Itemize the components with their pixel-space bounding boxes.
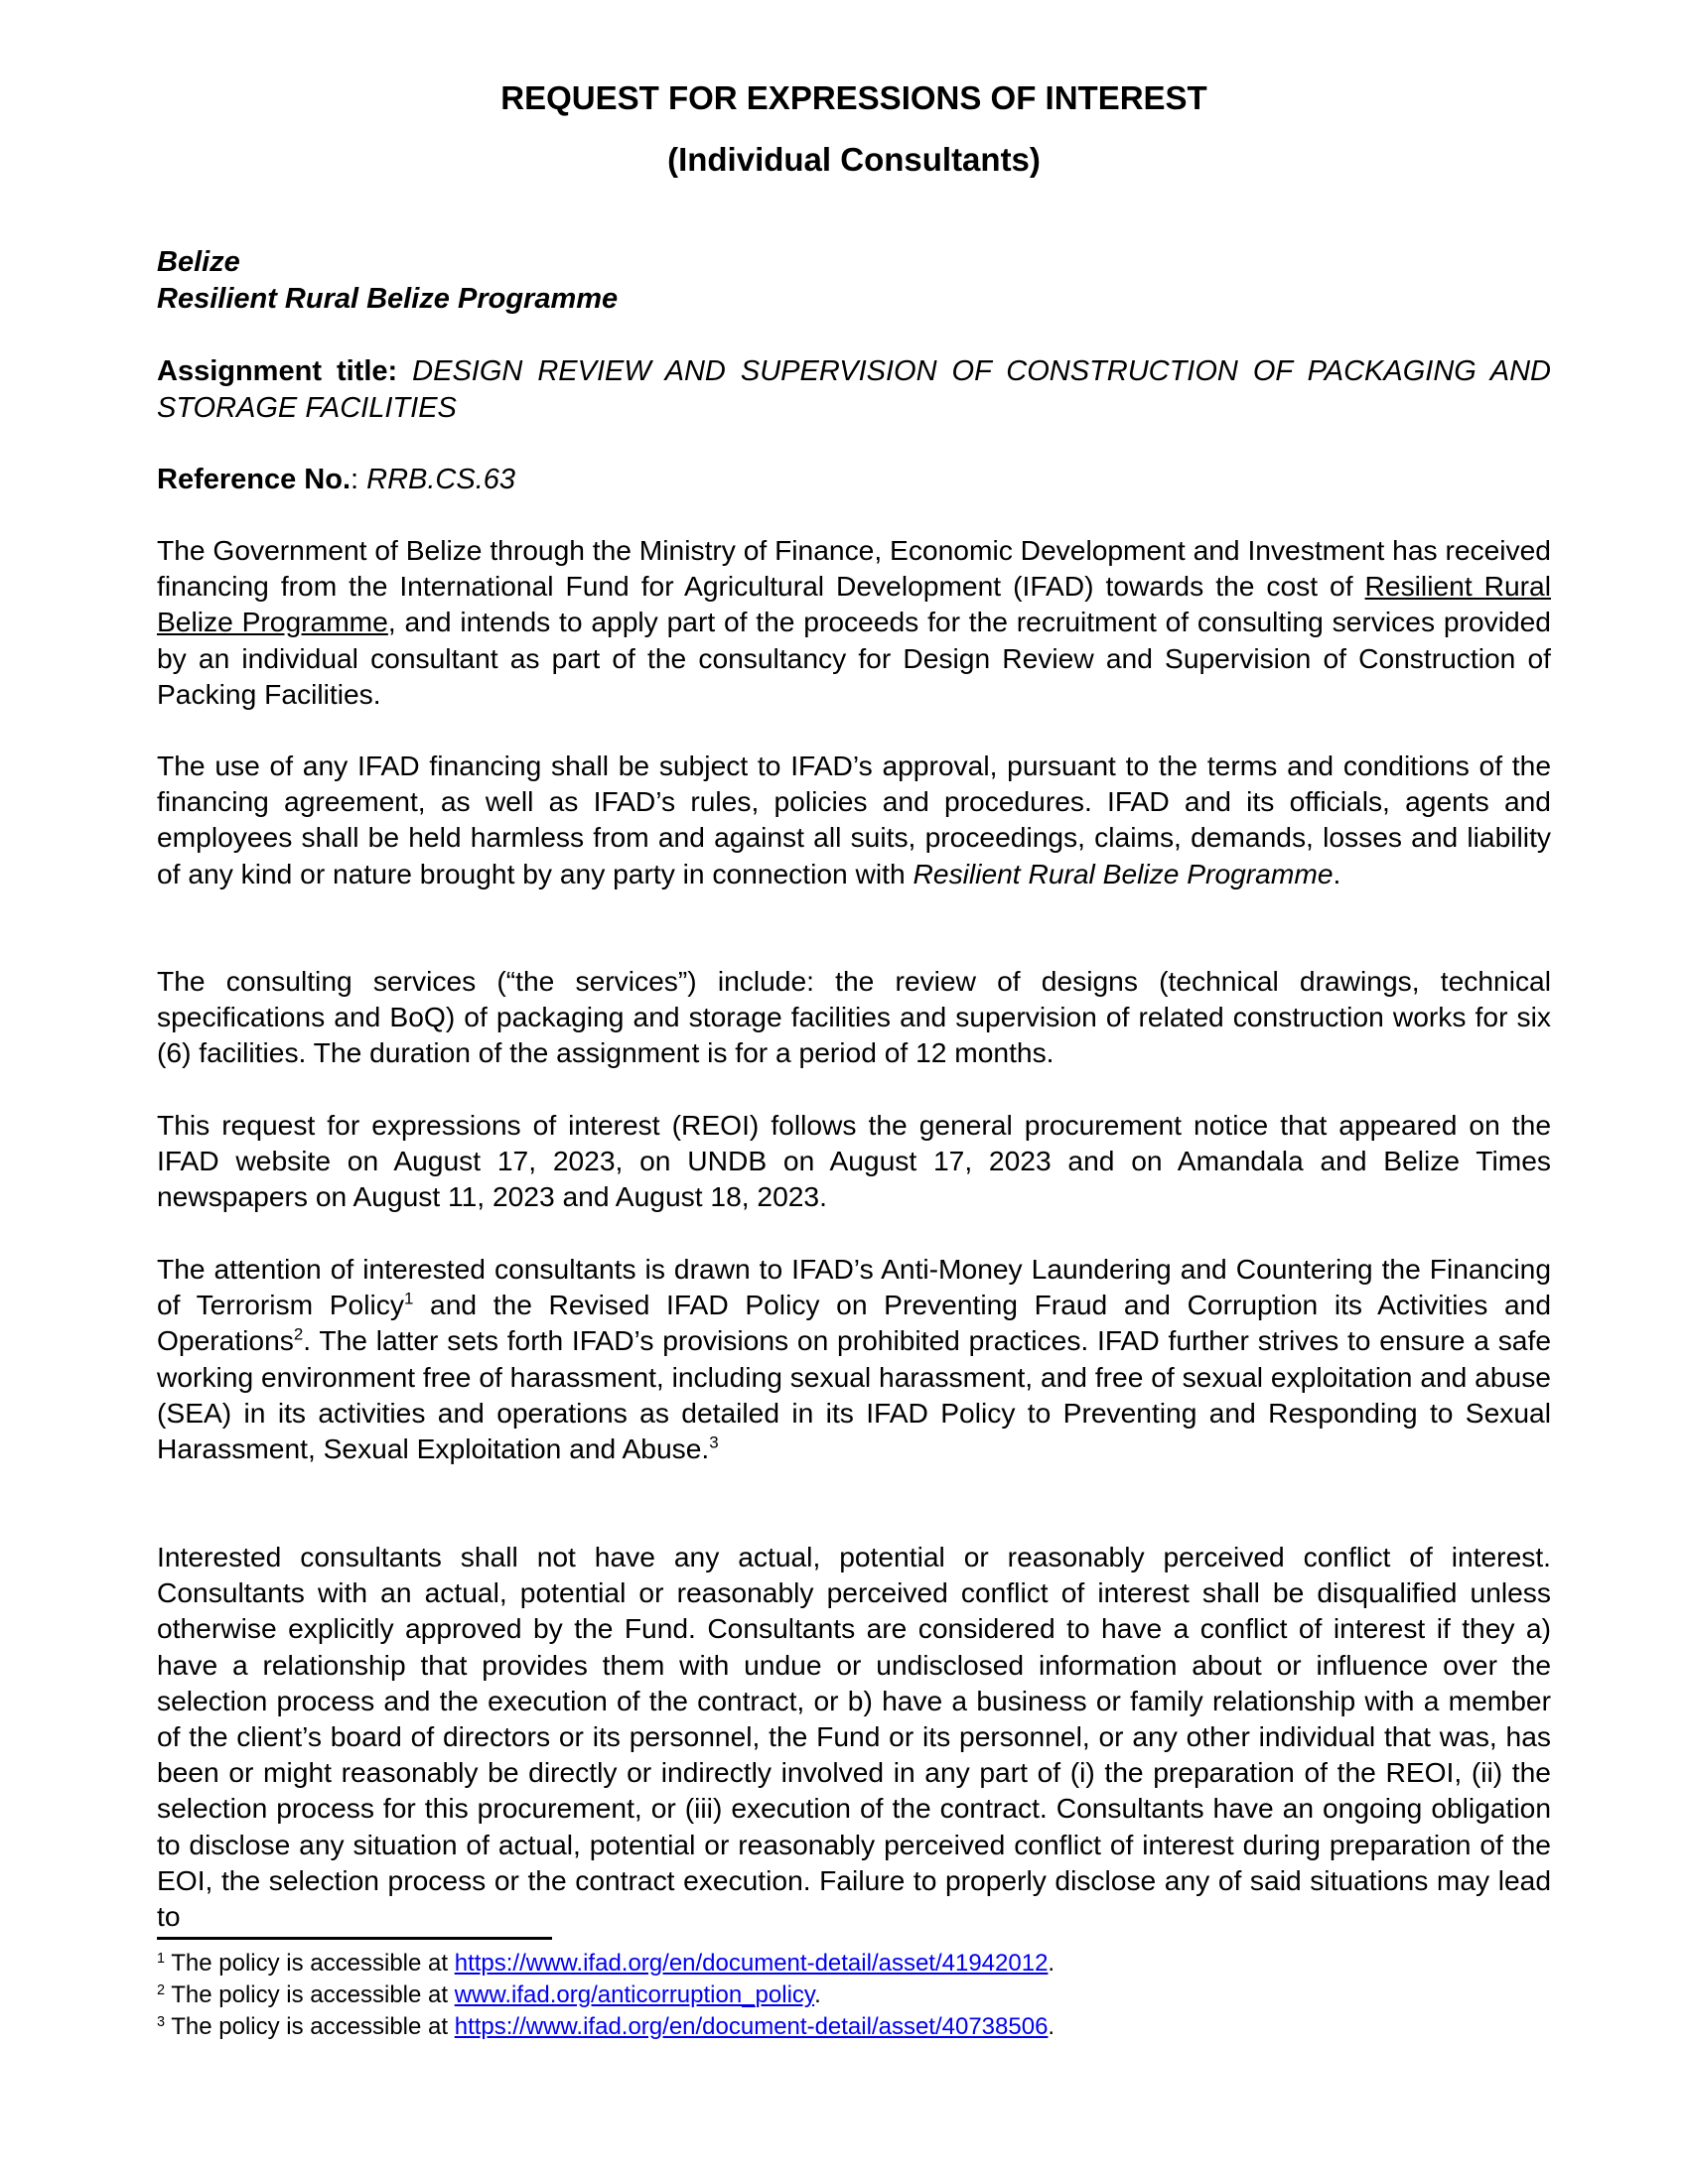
footnote-number: 2 xyxy=(157,1982,166,1999)
footnote-3 xyxy=(157,2011,1055,2043)
paragraph-procurement-notice: This request for expressions of interest (REOI) follows the general procurement notice that appeared on the IFAD website on August 17, 2023, on UNDB on August 17, 2023 and on Amandala and Belize Times newspapers on August 11, 2023 and August 18, 2023. xyxy=(157,1109,1551,1213)
footnote-text: The policy is accessible at xyxy=(165,1950,455,1977)
paragraph-conflict-of-interest: Interested consultants shall not have any actual, potential or reasonably perceived conflict of interest. Consultants with an actual, potential or reasonably perceived conflict of interest shall be disqualified unless otherwise explicitly approved by the Fund. Consultants are considered to have a conflict of interest if they a) have a relationship that provides them with undue or undisclosed information about or influence over the selection process and the execution of the contract, or b) have a business or family relationship with a member of the client’s board of directors or its personnel, the Fund or its personnel, or any other individual that was, has been or might reasonably be directly or indirectly involved in any part of (i) the preparation of the REOI, (ii) the selection process for this procurement, or (iii) execution of the contract. Consultants have an ongoing obligation to disclose any situation of actual, potential or reasonably perceived conflict of interest during preparation of the EOI, the selection process or the contract execution. Failure to properly disclose any of said situations may lead to xyxy=(157,1541,1551,1933)
paragraph-text: and the Revised IFAD Policy on Preventing Fraud and Corruption its Activities and Operations xyxy=(157,1289,1552,1357)
assignment-title xyxy=(157,353,1551,427)
footnote-1 xyxy=(157,1948,1055,1979)
programme-italic-text: Resilient Rural Belize Programme xyxy=(913,857,1334,889)
paragraph-text: . xyxy=(1333,857,1341,889)
reference-label: Reference No. xyxy=(157,464,352,495)
assignment-value: DESIGN REVIEW AND SUPERVISION OF CONSTRUCTION OF PACKAGING AND STORAGE FACILITIES xyxy=(157,355,1551,424)
footnote-separator xyxy=(157,1937,552,1940)
reference-separator: : xyxy=(351,464,367,495)
programme-link-text: Resilient Rural Belize Programme xyxy=(157,570,1551,638)
paragraph-text: . The latter sets forth IFAD’s provisions on prohibited practices. IFAD further strives to ensure a safe working environment free of harassment, including sexual harassment, and free of sexual exploitation and abuse (SEA) in its activities and operations as detailed in its IFAD Policy to Preventing and Responding to Sexual Harassment, Sexual Exploitation and Abuse. xyxy=(157,1324,1551,1465)
paragraph-financing xyxy=(157,532,1551,712)
footnote-link-3[interactable]: https://www.ifad.org/en/document-detail/asset/40738506 xyxy=(454,2013,1049,2040)
reference-value: RRB.CS.63 xyxy=(366,464,516,495)
reference-number xyxy=(157,464,515,496)
paragraph-services: The consulting services (“the services”) include: the review of designs (technical drawings, technical specifications and BoQ) of packaging and storage facilities and supervision of related construction works for six (6) facilities. The duration of the assignment is for a period of 12 months. xyxy=(157,965,1551,1069)
footnote-text: The policy is accessible at xyxy=(165,1981,455,2008)
footnote-link-1[interactable]: https://www.ifad.org/en/document-detail/asset/41942012 xyxy=(454,1950,1049,1977)
paragraph-policies xyxy=(157,1251,1551,1466)
assignment-label: Assignment title: xyxy=(157,355,398,387)
paragraph-text: The use of any IFAD financing shall be subject to IFAD’s approval, pursuant to the terms and conditions of the financing agreement, as well as IFAD’s rules, policies and procedures. IFAD and its officials, agents and employees shall be held harmless from and against all suits, proceedings, claims, demands, losses and liability of any kind or nature brought by any party in connection with xyxy=(157,750,1551,889)
document-title: REQUEST FOR EXPRESSIONS OF INTEREST xyxy=(500,79,1207,116)
paragraph-text: The attention of interested consultants is drawn to IFAD’s Anti-Money Laundering and Countering the Financing of Terrorism Policy xyxy=(157,1253,1551,1321)
footnote-number: 1 xyxy=(157,1951,166,1968)
paragraph-ifad-approval xyxy=(157,748,1551,891)
programme-name: Resilient Rural Belize Programme xyxy=(157,283,619,315)
footnote-ref-1[interactable]: 1 xyxy=(403,1289,414,1308)
footnote-number: 3 xyxy=(157,2014,166,2031)
footnote-text: The policy is accessible at xyxy=(165,2013,455,2040)
footnote-ref-2[interactable]: 2 xyxy=(293,1325,304,1345)
paragraph-text: The Government of Belize through the Ministry of Finance, Economic Development and Investment has received financing from the International Fund for Agricultural Development (IFAD) towards the cost of xyxy=(157,534,1551,603)
footnote-text: . xyxy=(1048,2013,1055,2040)
document-subtitle: (Individual Consultants) xyxy=(667,141,1041,178)
footnotes xyxy=(157,1948,1055,2043)
footnote-2 xyxy=(157,1979,1055,2011)
footnote-ref-3[interactable]: 3 xyxy=(709,1433,719,1452)
paragraph-text: , and intends to apply part of the proceeds for the recruitment of consulting services provided by an individual consultant as part of the consultancy for Design Review and Supervision of Construction of Packing Facilities. xyxy=(157,606,1551,710)
footnote-text: . xyxy=(1048,1950,1055,1977)
footnote-link-2[interactable]: www.ifad.org/anticorruption_policy xyxy=(454,1981,815,2008)
country-name: Belize xyxy=(157,246,240,278)
footnote-text: . xyxy=(814,1981,821,2008)
